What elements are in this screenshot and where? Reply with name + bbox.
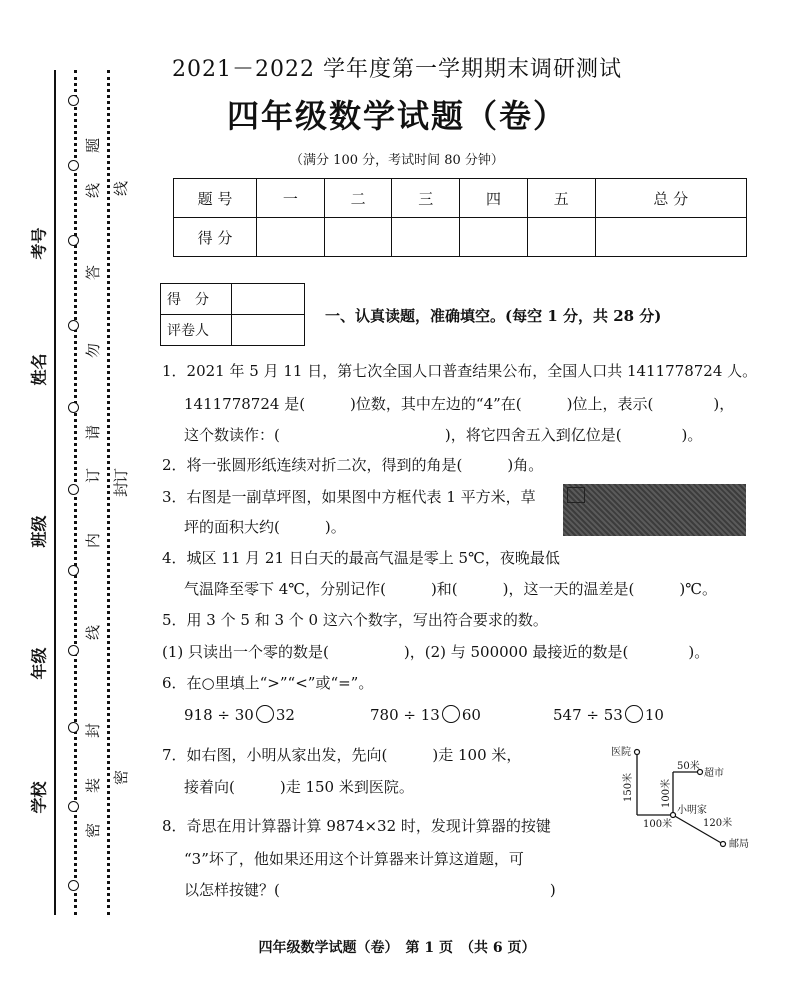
binding-hole-icon <box>68 645 79 656</box>
score-table-header-row <box>174 179 747 218</box>
home-dot-icon <box>671 813 676 818</box>
question-4-line-2: 气温降至零下 4℃，分别记作( )和( )，这一天的温差是( )℃。 <box>184 580 717 598</box>
question-6: 6．在○里填上“>”“<”或“=”。 <box>162 674 374 692</box>
grader-name-cell[interactable] <box>232 315 305 346</box>
score-cell[interactable] <box>324 218 392 257</box>
question-1-line-2: 1411778724 是( )位数，其中左边的“4”在( )位上，表示( )， <box>184 395 735 413</box>
question-5-line-1: 5．用 3 个 5 和 3 个 0 这六个数字，写出符合要求的数。 <box>162 611 548 629</box>
exam-number-label: 考号 <box>29 227 49 260</box>
compare-item <box>184 705 295 724</box>
margin-outer-char: 订 <box>112 467 131 484</box>
score-table-header-cell: 二 <box>324 179 392 218</box>
margin-outer-char: 封 <box>112 481 131 498</box>
score-cell[interactable] <box>460 218 528 257</box>
question-8-line-2: “3”坏了，他如果还用这个计算器来计算这道题，可 <box>184 850 524 868</box>
compare-right: 60 <box>461 706 481 724</box>
score-table-header-cell: 四 <box>460 179 528 218</box>
score-cell[interactable] <box>392 218 460 257</box>
exam-info: （满分 100 分，考试时间 80 分钟） <box>290 153 504 168</box>
exam-session-title: 2021－2022 学年度第一学期期末调研测试 <box>172 57 622 82</box>
margin-notice-char: 订 <box>84 467 103 484</box>
question-3-line-1: 3．右图是一副草坪图，如果图中方框代表 1 平方米，草 <box>162 488 536 506</box>
score-table-header-cell: 总 分 <box>595 179 746 218</box>
unit-square-icon <box>567 487 585 503</box>
margin-notice-char: 密 <box>84 822 103 839</box>
compare-item <box>370 705 481 724</box>
question-1-line-1: 1．2021 年 5 月 11 日，第七次全国人口普查结果公布，全国人口共 1411778724 人。 <box>162 362 758 380</box>
map-distance-150: 150米 <box>623 772 634 802</box>
name-label: 姓名 <box>29 353 49 386</box>
question-7-line-2: 接着向( )走 150 米到医院。 <box>184 778 414 796</box>
school-label: 学校 <box>29 781 49 814</box>
margin-outer-char: 密 <box>112 769 131 786</box>
score-table-score-row <box>174 218 747 257</box>
margin-solid-line <box>54 70 56 915</box>
question-8-line-1: 8．奇思在用计算器计算 9874×32 时，发现计算器的按键 <box>162 817 551 835</box>
compare-right: 10 <box>644 706 664 724</box>
question-1-line-3: 这个数读作：( )，将它四舍五入到亿位是( )。 <box>184 426 703 444</box>
map-distance-120: 120米 <box>703 818 733 829</box>
margin-notice-char: 封 <box>84 722 103 739</box>
grade-label: 年级 <box>29 647 49 680</box>
score-table-header-cell: 五 <box>527 179 595 218</box>
binding-hole-icon <box>68 565 79 576</box>
map-distance-50: 50米 <box>677 761 700 772</box>
question-3-line-2: 坪的面积大约( )。 <box>184 518 346 536</box>
margin-notice-char: 装 <box>84 777 103 794</box>
binding-hole-icon <box>68 320 79 331</box>
binding-hole-icon <box>68 484 79 495</box>
question-4-line-1: 4．城区 11 月 21 日白天的最高气温是零上 5℃，夜晚最低 <box>162 549 560 567</box>
map-distance-100-v: 100米 <box>661 778 672 808</box>
margin-notice-char: 答 <box>84 264 103 281</box>
margin-notice-char: 勿 <box>84 342 103 359</box>
score-cell[interactable] <box>595 218 746 257</box>
compare-circle-icon[interactable] <box>625 705 643 723</box>
question-7-line-1: 7．如右图，小明从家出发，先向( )走 100 米， <box>162 746 522 764</box>
score-row-label: 得 分 <box>174 218 257 257</box>
margin-outer-char: 线 <box>112 180 131 197</box>
compare-right: 32 <box>275 706 295 724</box>
grader-name-label: 评卷人 <box>161 315 232 346</box>
map-post-office-label: 邮局 <box>729 839 749 850</box>
grader-score-cell[interactable] <box>232 284 305 315</box>
grader-table <box>160 283 305 346</box>
binding-hole-icon <box>68 235 79 246</box>
class-label: 班级 <box>29 515 49 548</box>
question-5-line-2: (1) 只读出一个零的数是( )，(2) 与 500000 最接近的数是( )。 <box>162 643 710 661</box>
score-table-header-cell: 三 <box>392 179 460 218</box>
binding-hole-icon <box>68 801 79 812</box>
map-distance-100-h: 100米 <box>643 819 673 830</box>
score-cell[interactable] <box>257 218 325 257</box>
compare-circle-icon[interactable] <box>256 705 274 723</box>
compare-left: 780 ÷ 13 <box>370 706 440 724</box>
margin-notice-char: 题 <box>84 137 103 154</box>
hospital-dot-icon <box>635 750 640 755</box>
compare-circle-icon[interactable] <box>442 705 460 723</box>
map-supermarket-label: 超市 <box>704 768 724 779</box>
binding-hole-icon <box>68 722 79 733</box>
score-cell[interactable] <box>527 218 595 257</box>
route-map <box>605 740 765 850</box>
margin-notice-char: 请 <box>84 424 103 441</box>
compare-item <box>553 705 664 724</box>
margin-notice-char: 线 <box>84 182 103 199</box>
score-table-header-cell: 题 号 <box>174 179 257 218</box>
lawn-image <box>563 484 746 536</box>
margin-notice-char: 线 <box>84 624 103 641</box>
page-title: 四年级数学试题（卷） <box>226 97 567 135</box>
page-footer: 四年级数学试题（卷） 第 1 页 （共 6 页） <box>258 940 536 956</box>
question-8-line-3: 以怎样按键？( ) <box>184 881 556 899</box>
map-home-label: 小明家 <box>677 805 707 816</box>
post-office-dot-icon <box>721 842 726 847</box>
compare-left: 547 ÷ 53 <box>553 706 623 724</box>
margin-notice-char: 内 <box>84 532 103 549</box>
grader-score-label: 得 分 <box>161 284 232 315</box>
score-table-header-cell: 一 <box>257 179 325 218</box>
question-2: 2．将一张圆形纸连续对折二次，得到的角是( )角。 <box>162 456 544 474</box>
score-table <box>173 178 747 257</box>
section-heading: 一、认真读题，准确填空。(每空 1 分，共 28 分) <box>325 307 662 325</box>
binding-hole-icon <box>68 402 79 413</box>
map-hospital-label: 医院 <box>611 747 631 758</box>
binding-hole-icon <box>68 880 79 891</box>
compare-left: 918 ÷ 30 <box>184 706 254 724</box>
